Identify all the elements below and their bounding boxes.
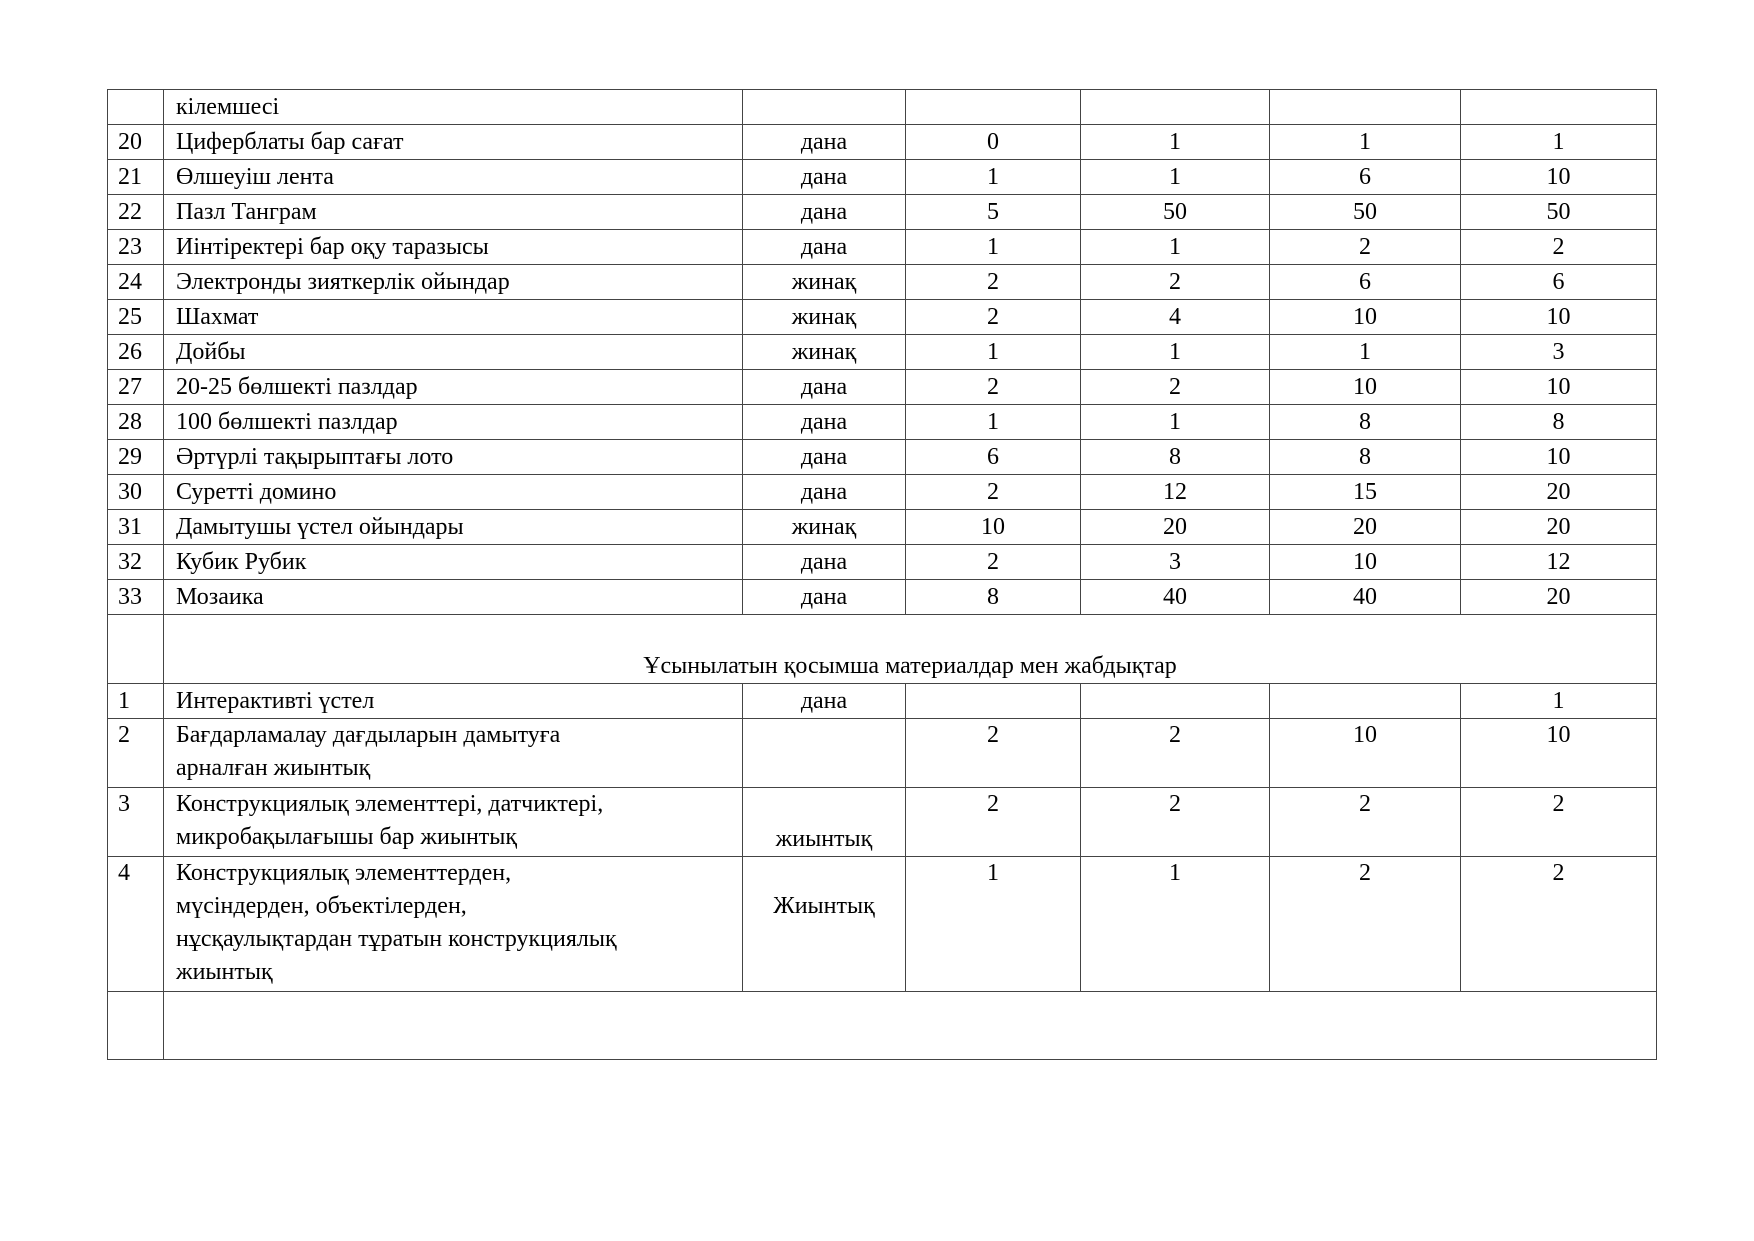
value-col-4: 2 [1461, 788, 1657, 857]
table-row [108, 684, 1657, 719]
value-col-1: 5 [906, 195, 1081, 230]
value-col-3: 1 [1270, 335, 1461, 370]
value-col-1: 1 [906, 857, 1081, 992]
value-col-3 [1270, 684, 1461, 719]
table-row [108, 230, 1657, 265]
empty-cell [164, 992, 1657, 1060]
row-number: 3 [108, 788, 164, 857]
unit [743, 719, 906, 788]
value-col-3: 10 [1270, 370, 1461, 405]
item-name: 100 бөлшекті пазлдар [164, 405, 743, 440]
unit: жинақ [743, 335, 906, 370]
value-col-4: 20 [1461, 510, 1657, 545]
item-name [164, 788, 743, 857]
section-title: Ұсынылатын қосымша материалдар мен жабдықтар [164, 615, 1657, 684]
unit [743, 90, 906, 125]
value-col-2 [1081, 684, 1270, 719]
value-col-3: 6 [1270, 265, 1461, 300]
item-name: Электронды зияткерлік ойындар [164, 265, 743, 300]
value-col-1: 2 [906, 545, 1081, 580]
item-name: кілемшесі [164, 90, 743, 125]
section-heading-row [108, 615, 1657, 684]
value-col-2: 2 [1081, 370, 1270, 405]
item-name-line: Бағдарламалау дағдыларын дамытуға [176, 722, 561, 748]
value-col-1 [906, 684, 1081, 719]
value-col-4 [1461, 90, 1657, 125]
value-col-4: 10 [1461, 160, 1657, 195]
row-number: 33 [108, 580, 164, 615]
table-row [108, 475, 1657, 510]
value-col-3: 15 [1270, 475, 1461, 510]
value-col-2: 40 [1081, 580, 1270, 615]
value-col-2 [1081, 90, 1270, 125]
value-col-1: 10 [906, 510, 1081, 545]
row-number [108, 90, 164, 125]
row-number: 28 [108, 405, 164, 440]
value-col-4: 8 [1461, 405, 1657, 440]
row-number [108, 992, 164, 1060]
item-name [164, 719, 743, 788]
unit: дана [743, 580, 906, 615]
row-number: 4 [108, 857, 164, 992]
table-row [108, 580, 1657, 615]
table-row [108, 125, 1657, 160]
value-col-4: 10 [1461, 300, 1657, 335]
value-col-4: 50 [1461, 195, 1657, 230]
value-col-2: 1 [1081, 230, 1270, 265]
empty-row [108, 992, 1657, 1060]
item-name: Суретті домино [164, 475, 743, 510]
item-name: Шахмат [164, 300, 743, 335]
value-col-2: 2 [1081, 788, 1270, 857]
item-name [164, 857, 743, 992]
row-number: 27 [108, 370, 164, 405]
unit [743, 857, 906, 992]
unit: дана [743, 230, 906, 265]
value-col-3: 2 [1270, 230, 1461, 265]
item-name-line: арналған жиынтық [176, 755, 371, 781]
item-name: Кубик Рубик [164, 545, 743, 580]
value-col-4: 2 [1461, 230, 1657, 265]
table-row [108, 195, 1657, 230]
value-col-4: 20 [1461, 475, 1657, 510]
row-number: 1 [108, 684, 164, 719]
value-col-4: 10 [1461, 370, 1657, 405]
item-name: Пазл Танграм [164, 195, 743, 230]
row-number [108, 615, 164, 684]
item-name-line: мүсіндерден, объектілерден, [176, 893, 467, 919]
value-col-4: 1 [1461, 684, 1657, 719]
value-col-2: 1 [1081, 125, 1270, 160]
value-col-1: 1 [906, 335, 1081, 370]
value-col-2: 2 [1081, 719, 1270, 788]
value-col-2: 1 [1081, 405, 1270, 440]
value-col-3: 50 [1270, 195, 1461, 230]
value-col-3 [1270, 90, 1461, 125]
row-number: 29 [108, 440, 164, 475]
value-col-1: 0 [906, 125, 1081, 160]
unit: дана [743, 125, 906, 160]
value-col-4: 6 [1461, 265, 1657, 300]
table-row [108, 405, 1657, 440]
unit: дана [743, 684, 906, 719]
value-col-2: 50 [1081, 195, 1270, 230]
table-row [108, 719, 1657, 788]
value-col-1: 2 [906, 300, 1081, 335]
value-col-1: 2 [906, 370, 1081, 405]
value-col-4: 3 [1461, 335, 1657, 370]
value-col-2: 1 [1081, 335, 1270, 370]
row-number: 25 [108, 300, 164, 335]
value-col-2: 4 [1081, 300, 1270, 335]
value-col-2: 1 [1081, 160, 1270, 195]
item-name: Дойбы [164, 335, 743, 370]
value-col-3: 40 [1270, 580, 1461, 615]
value-col-1: 2 [906, 788, 1081, 857]
value-col-3: 10 [1270, 719, 1461, 788]
table-row [108, 510, 1657, 545]
item-name: Дамытушы үстел ойындары [164, 510, 743, 545]
unit: жиынтық [743, 788, 906, 857]
row-number: 32 [108, 545, 164, 580]
row-number: 23 [108, 230, 164, 265]
unit: дана [743, 475, 906, 510]
unit: дана [743, 160, 906, 195]
value-col-3: 10 [1270, 300, 1461, 335]
item-name: Иінтіректері бар оқу таразысы [164, 230, 743, 265]
value-col-3: 6 [1270, 160, 1461, 195]
row-number: 26 [108, 335, 164, 370]
value-col-3: 2 [1270, 857, 1461, 992]
table-row [108, 300, 1657, 335]
item-name-line: жиынтық [176, 959, 273, 985]
value-col-2: 2 [1081, 265, 1270, 300]
value-col-4: 2 [1461, 857, 1657, 992]
table-row [108, 440, 1657, 475]
value-col-3: 8 [1270, 405, 1461, 440]
row-number: 20 [108, 125, 164, 160]
unit: дана [743, 545, 906, 580]
unit: дана [743, 195, 906, 230]
value-col-2: 8 [1081, 440, 1270, 475]
unit: жинақ [743, 510, 906, 545]
row-number: 30 [108, 475, 164, 510]
item-name: Интерактивті үстел [164, 684, 743, 719]
value-col-4: 12 [1461, 545, 1657, 580]
item-name: 20-25 бөлшекті пазлдар [164, 370, 743, 405]
equipment-table [107, 89, 1657, 1060]
unit-text: Жиынтық [773, 893, 875, 919]
item-name-line: нұсқаулықтардан тұратын конструкциялық [176, 926, 617, 952]
row-number: 21 [108, 160, 164, 195]
table-row [108, 160, 1657, 195]
table-row [108, 335, 1657, 370]
value-col-1: 8 [906, 580, 1081, 615]
table-row [108, 788, 1657, 857]
value-col-2: 20 [1081, 510, 1270, 545]
row-number: 2 [108, 719, 164, 788]
value-col-1: 6 [906, 440, 1081, 475]
table-row [108, 545, 1657, 580]
value-col-4: 20 [1461, 580, 1657, 615]
item-name: Өлшеуіш лента [164, 160, 743, 195]
value-col-4: 10 [1461, 719, 1657, 788]
table-row [108, 370, 1657, 405]
item-name: Әртүрлі тақырыптағы лото [164, 440, 743, 475]
item-name-line: Конструкциялық элементтері, датчиктері, [176, 791, 604, 817]
value-col-1: 1 [906, 405, 1081, 440]
table-row [108, 265, 1657, 300]
value-col-2: 1 [1081, 857, 1270, 992]
unit: жинақ [743, 300, 906, 335]
item-name: Мозаика [164, 580, 743, 615]
unit: жинақ [743, 265, 906, 300]
value-col-3: 1 [1270, 125, 1461, 160]
value-col-1: 1 [906, 230, 1081, 265]
value-col-2: 12 [1081, 475, 1270, 510]
value-col-3: 2 [1270, 788, 1461, 857]
value-col-4: 10 [1461, 440, 1657, 475]
value-col-3: 10 [1270, 545, 1461, 580]
value-col-2: 3 [1081, 545, 1270, 580]
unit: дана [743, 440, 906, 475]
table-row [108, 857, 1657, 992]
row-number: 24 [108, 265, 164, 300]
unit: дана [743, 405, 906, 440]
value-col-1: 2 [906, 265, 1081, 300]
value-col-1: 1 [906, 160, 1081, 195]
row-number: 22 [108, 195, 164, 230]
value-col-3: 8 [1270, 440, 1461, 475]
value-col-1 [906, 90, 1081, 125]
item-name: Циферблаты бар сағат [164, 125, 743, 160]
item-name-line: Конструкциялық элементтерден, [176, 860, 512, 886]
table-row [108, 90, 1657, 125]
unit: дана [743, 370, 906, 405]
item-name-line: микробақылағышы бар жиынтық [176, 824, 518, 850]
value-col-4: 1 [1461, 125, 1657, 160]
value-col-1: 2 [906, 475, 1081, 510]
row-number: 31 [108, 510, 164, 545]
value-col-1: 2 [906, 719, 1081, 788]
value-col-3: 20 [1270, 510, 1461, 545]
